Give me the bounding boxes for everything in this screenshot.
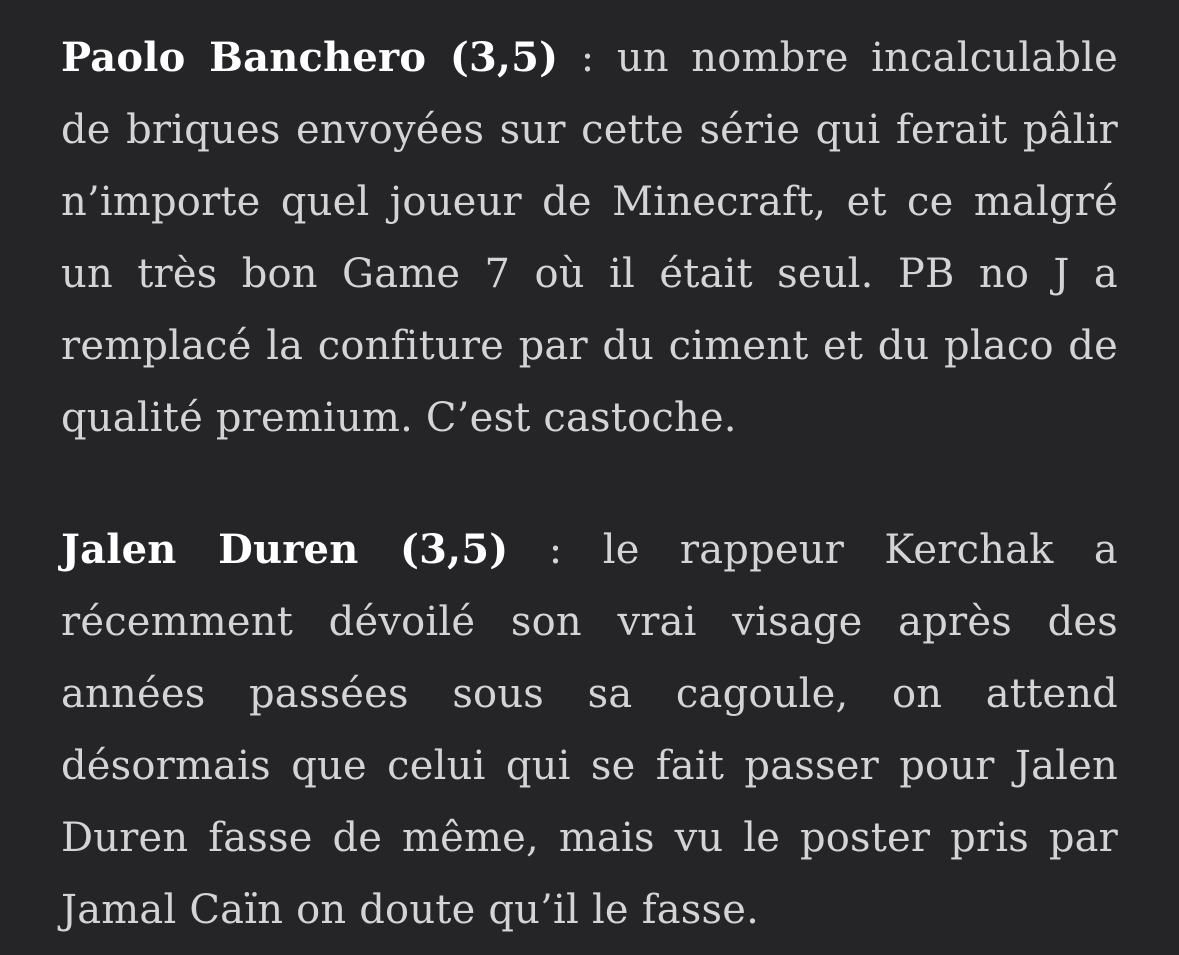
player-name: Jalen Duren (3,5) — [61, 526, 509, 573]
player-rating-paragraph — [61, 514, 1118, 946]
player-name: Paolo Banchero (3,5) — [61, 34, 559, 81]
player-comment: : le rappeur Kerchak a récemment dévoilé son vrai visage après des années passées sous sa cagoule, on attend désormais que celui qui se fait passer pour Jalen Duren fasse de même, mais vu le poster pris par Jamal Caïn on doute qu’il le fasse. — [61, 527, 1118, 933]
article-body — [61, 22, 1118, 946]
player-rating-paragraph — [61, 22, 1118, 454]
player-comment: : un nombre incalculable de briques envoyées sur cette série qui ferait pâlir n’importe quel joueur de Minecraft, et ce malgré un très bon Game 7 où il était seul. PB no J a remplacé la confiture par du ciment et du placo de qualité premium. C’est castoche. — [61, 35, 1118, 441]
